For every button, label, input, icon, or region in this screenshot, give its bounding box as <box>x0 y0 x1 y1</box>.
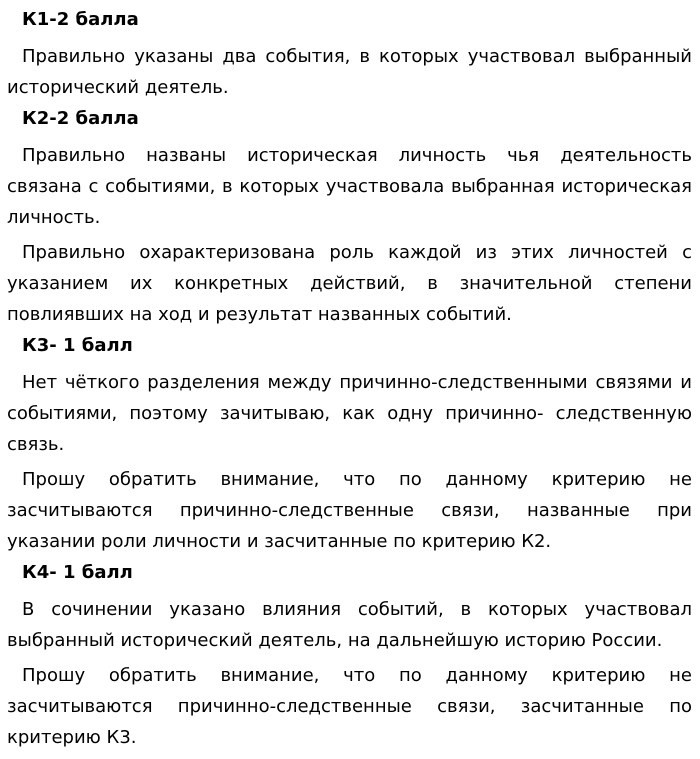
criterion-k3-paragraph-1: Нет чёткого разделения между причинно-следственными связями и событиями, поэтому зачитываю, как одну причинно- следственную связь. <box>7 372 692 455</box>
criterion-k2-paragraph-1: Правильно названы историческая личность чья деятельность связана с событиями, в которых участвовала выбранная историческая личность. <box>7 145 692 228</box>
criterion-k2-heading: К2-2 балла <box>22 108 139 129</box>
criterion-k4-paragraph-2: Прошу обратить внимание, что по данному критерию не засчитываются причинно-следственные связи, засчитанные по критерию К3. <box>7 665 692 748</box>
criterion-k3-heading: К3- 1 балл <box>22 335 133 356</box>
criterion-k1-heading: К1-2 балла <box>22 9 139 30</box>
criterion-k3-paragraph-2: Прошу обратить внимание, что по данному критерию не засчитываются причинно-следственные связи, названные при указании роли личности и засчитанные по критерию К2. <box>7 469 692 552</box>
criterion-k1-paragraph-1: Правильно указаны два события, в которых участвовал выбранный исторический деятель. <box>7 46 692 98</box>
criterion-k2-paragraph-2: Правильно охарактеризована роль каждой из этих личностей с указанием их конкретных действий, в значительной степени повлиявших на ход и результат названных событий. <box>7 242 692 325</box>
criterion-k4-paragraph-1: В сочинении указано влияния событий, в которых участвовал выбранный исторический деятель, на дальнейшую историю России. <box>7 599 692 651</box>
criterion-k4-heading: К4- 1 балл <box>22 562 133 583</box>
